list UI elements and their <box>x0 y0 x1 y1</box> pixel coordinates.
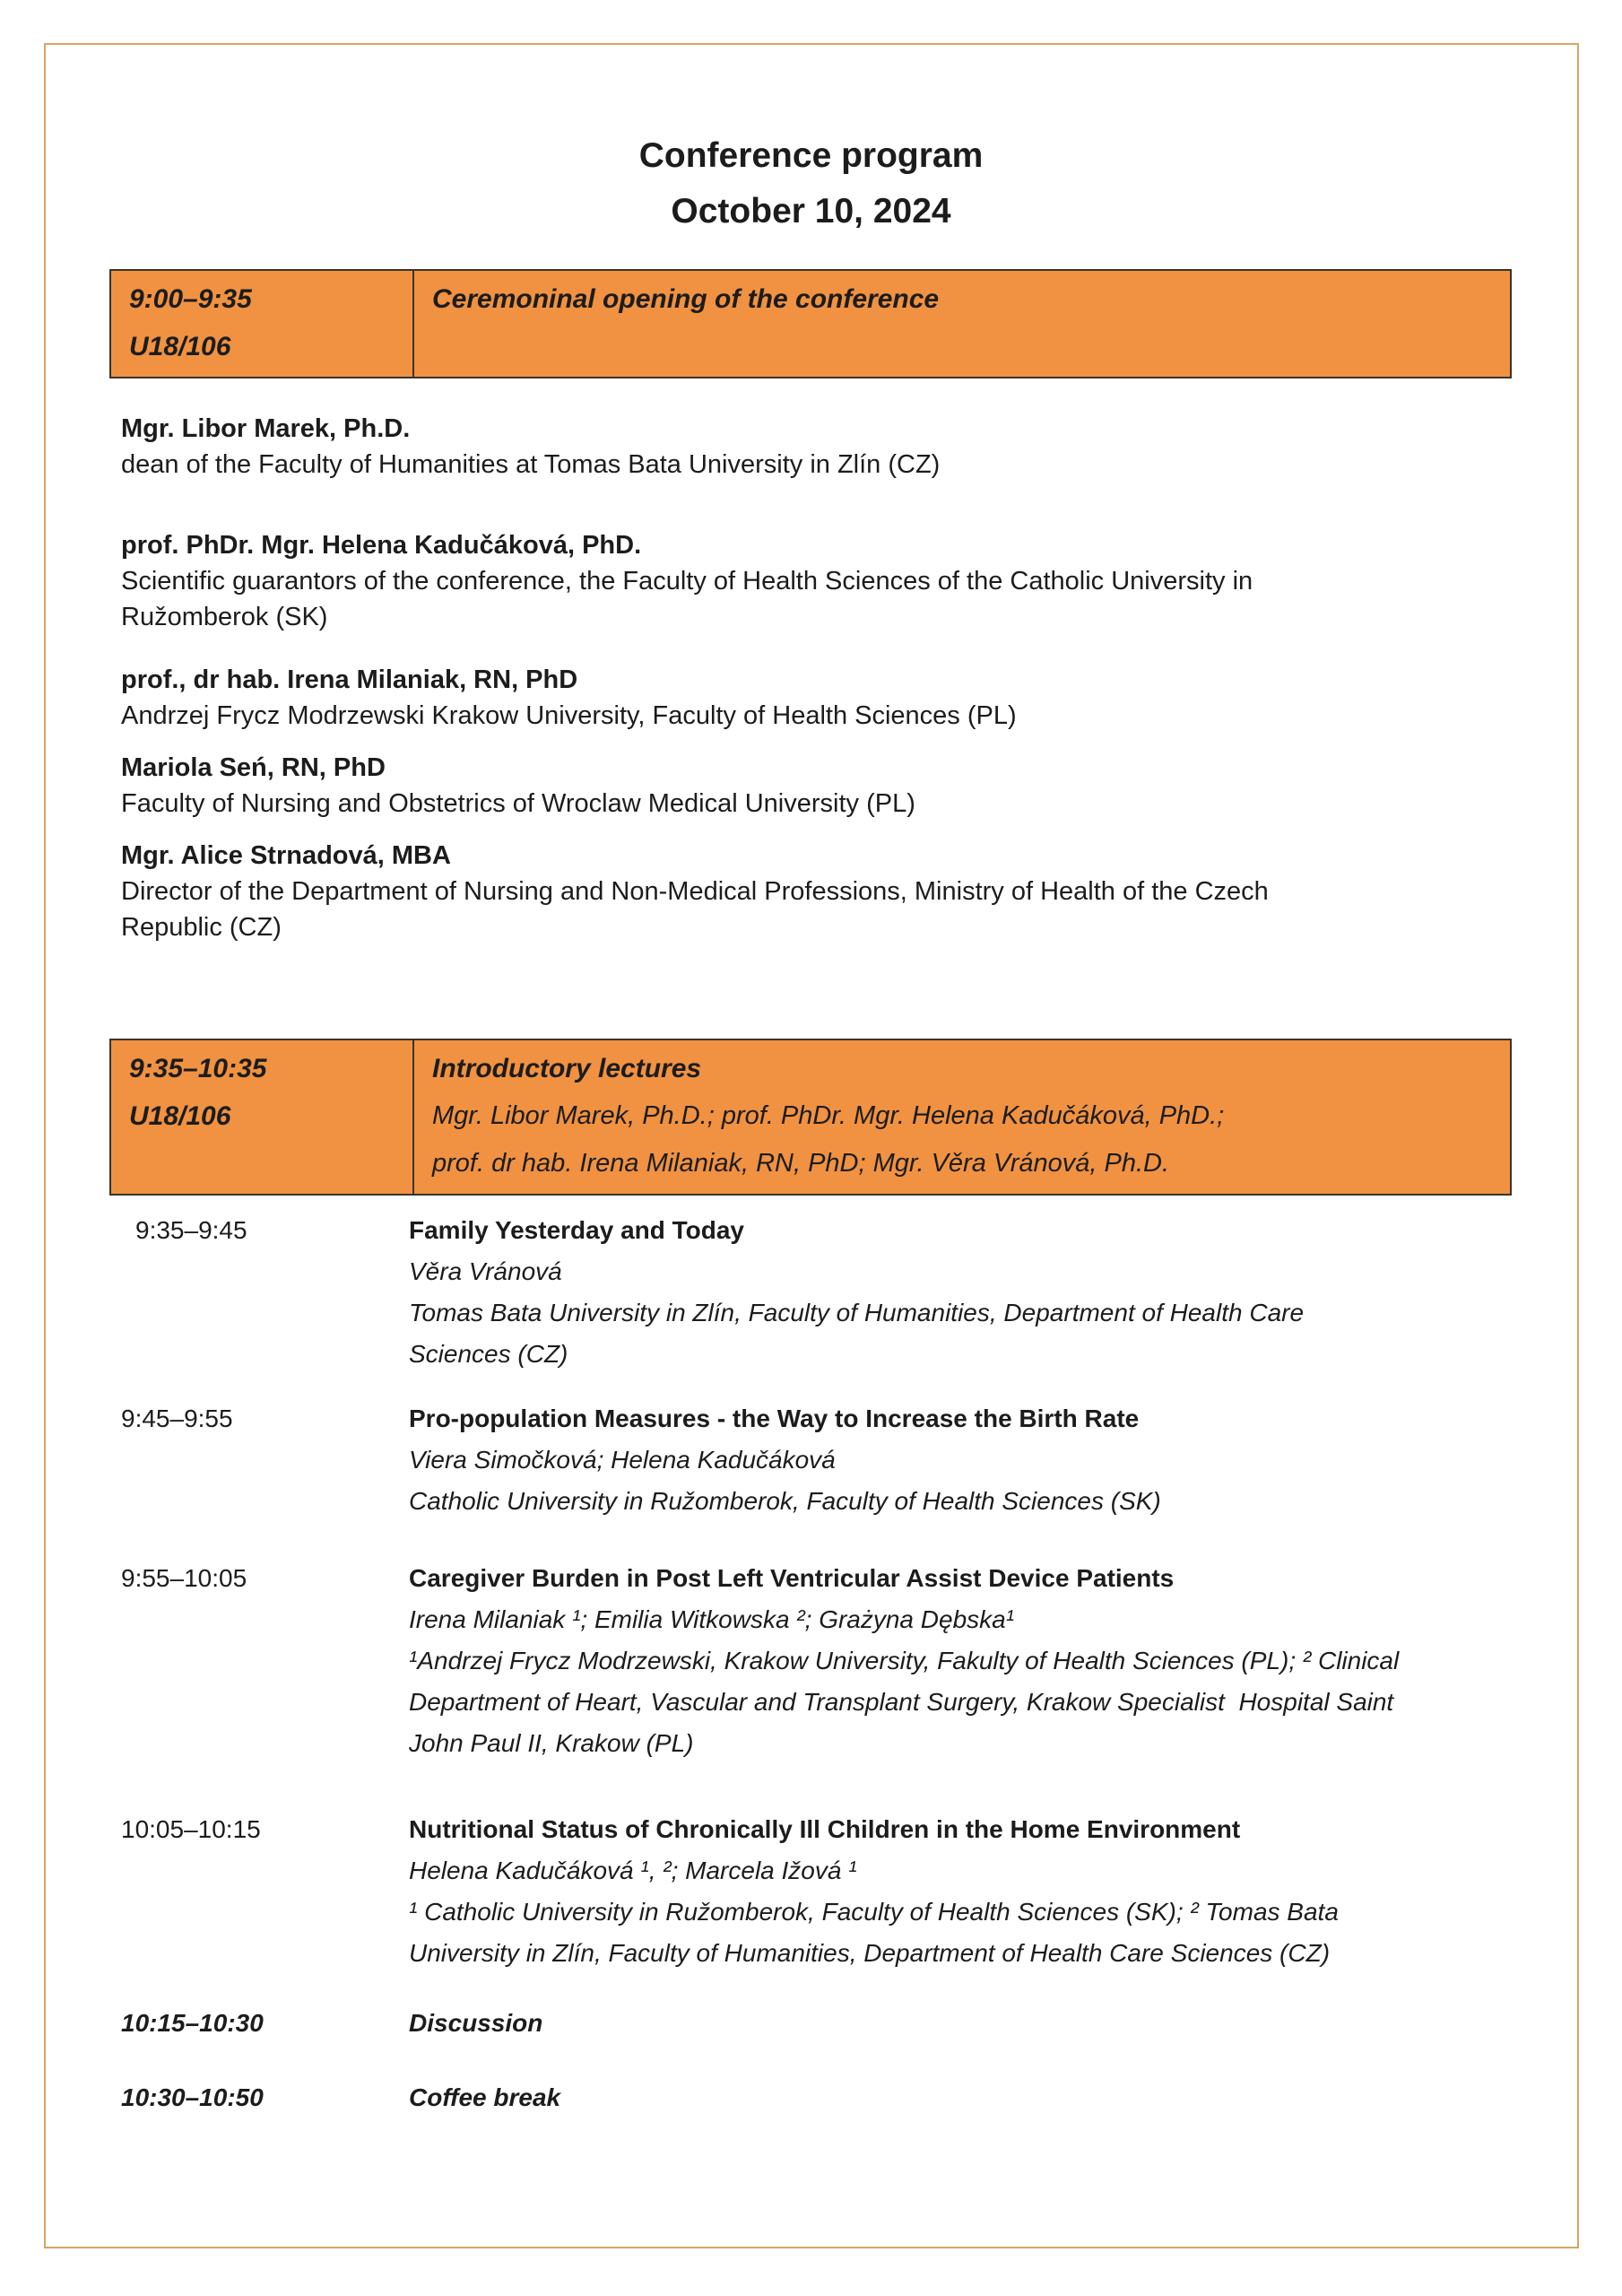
schedule-list <box>121 1210 1622 2118</box>
session-table-opening <box>109 269 1512 378</box>
schedule-row <box>121 1398 1622 1522</box>
talk-affiliation-line: Sciences (CZ) <box>409 1340 568 1368</box>
speaker-affiliation-line: Director of the Department of Nursing and Non-Medical Professions, Ministry of Health of the Czech <box>121 877 1269 906</box>
session-title-cell <box>414 1040 1510 1194</box>
talk-title: Family Yesterday and Today <box>409 1216 745 1244</box>
speaker-name: Mgr. Libor Marek, Ph.D. <box>121 414 411 443</box>
speaker-entry <box>121 662 1541 734</box>
speaker-affiliation-line: Andrzej Frycz Modrzewski Krakow University, Faculty of Health Sciences (PL) <box>121 701 1017 730</box>
talk-time: 10:15–10:30 <box>121 2009 264 2037</box>
schedule-row-coffee-break <box>121 2077 1622 2118</box>
speaker-affiliation-line: Scientific guarantors of the conference, the Faculty of Health Sciences of the Catholic University in <box>121 567 1253 596</box>
speaker-entry <box>121 411 1541 483</box>
speaker-name: Mgr. Alice Strnadová, MBA <box>121 841 451 870</box>
talk-details <box>409 2003 1583 2044</box>
talk-authors: Irena Milaniak ¹; Emilia Witkowska ²; Grażyna Dębska¹ <box>409 1605 1015 1633</box>
speakers-list <box>121 411 1541 945</box>
session-title: Ceremoninal opening of the conference <box>432 284 940 314</box>
page-title: Conference program <box>638 136 984 175</box>
talk-time: 9:35–9:45 <box>135 1216 247 1244</box>
page-date: October 10, 2024 <box>671 192 951 230</box>
talk-time: 10:30–10:50 <box>121 2083 264 2111</box>
speaker-name: prof. PhDr. Mgr. Helena Kadučáková, PhD. <box>121 531 642 560</box>
talk-details <box>409 1398 1583 1522</box>
talk-affiliation-line: Department of Heart, Vascular and Transplant Surgery, Krakow Specialist Hospital Saint <box>409 1688 1394 1716</box>
talk-affiliation-line: University in Zlín, Faculty of Humanities, Department of Health Care Sciences (CZ) <box>409 1939 1331 1967</box>
session-time: 9:00–9:35 <box>129 284 252 314</box>
talk-authors: Viera Simočková; Helena Kadučáková <box>409 1446 836 1474</box>
talk-authors: Věra Vránová <box>409 1257 562 1285</box>
session-time-room-cell <box>111 1040 414 1194</box>
talk-details <box>409 1558 1583 1764</box>
schedule-row-discussion <box>121 2003 1622 2044</box>
session-time-room-cell <box>111 271 414 377</box>
session-chairs-line: prof. dr hab. Irena Milaniak, RN, PhD; Mgr. Věra Vránová, Ph.D. <box>432 1149 1170 1178</box>
speaker-affiliation-line: dean of the Faculty of Humanities at Tomas Bata University in Zlín (CZ) <box>121 450 941 479</box>
talk-affiliation-line: ¹Andrzej Frycz Modrzewski, Krakow University, Fakulty of Health Sciences (PL); ² Clinical <box>409 1647 1400 1674</box>
session-room: U18/106 <box>129 332 231 361</box>
schedule-row <box>121 1809 1622 1974</box>
talk-title: Caregiver Burden in Post Left Ventricular Assist Device Patients <box>409 1564 1175 1592</box>
talk-affiliation-line: Catholic University in Ružomberok, Faculty of Health Sciences (SK) <box>409 1487 1161 1515</box>
talk-time: 10:05–10:15 <box>121 1815 261 1843</box>
talk-authors: Helena Kadučáková ¹, ²; Marcela Ižová ¹ <box>409 1857 857 1884</box>
speaker-entry <box>121 750 1541 822</box>
speaker-name: prof., dr hab. Irena Milaniak, RN, PhD <box>121 665 578 694</box>
schedule-row <box>121 1558 1622 1764</box>
talk-details <box>409 1210 1583 1375</box>
talk-affiliation-line: John Paul II, Krakow (PL) <box>409 1729 694 1757</box>
session-table-lectures <box>109 1039 1512 1196</box>
break-label: Discussion <box>409 2009 543 2037</box>
speaker-entry <box>121 838 1541 945</box>
break-label: Coffee break <box>409 2083 561 2111</box>
talk-title: Pro-population Measures - the Way to Increase the Birth Rate <box>409 1405 1140 1432</box>
speaker-affiliation-line: Faculty of Nursing and Obstetrics of Wroclaw Medical University (PL) <box>121 789 915 818</box>
talk-title: Nutritional Status of Chronically Ill Children in the Home Environment <box>409 1815 1241 1843</box>
speaker-affiliation-line: Ružomberok (SK) <box>121 603 328 631</box>
talk-affiliation-line: Tomas Bata University in Zlín, Faculty of Humanities, Department of Health Care <box>409 1299 1305 1326</box>
talk-time: 9:45–9:55 <box>121 1405 233 1432</box>
speaker-entry <box>121 527 1541 635</box>
speaker-affiliation-line: Republic (CZ) <box>121 913 282 942</box>
schedule-row <box>121 1210 1622 1375</box>
talk-time: 9:55–10:05 <box>121 1564 247 1592</box>
talk-details <box>409 2077 1583 2118</box>
session-title: Introductory lectures <box>432 1054 702 1083</box>
session-chairs-line: Mgr. Libor Marek, Ph.D.; prof. PhDr. Mgr. Helena Kadučáková, PhD.; <box>432 1101 1225 1130</box>
session-time: 9:35–10:35 <box>129 1054 267 1083</box>
talk-affiliation-line: ¹ Catholic University in Ružomberok, Faculty of Health Sciences (SK); ² Tomas Bata <box>409 1898 1339 1926</box>
session-title-cell <box>414 271 1510 377</box>
speaker-name: Mariola Seń, RN, PhD <box>121 753 386 782</box>
title-block <box>0 128 1622 239</box>
talk-details <box>409 1809 1583 1974</box>
session-room: U18/106 <box>129 1101 231 1131</box>
